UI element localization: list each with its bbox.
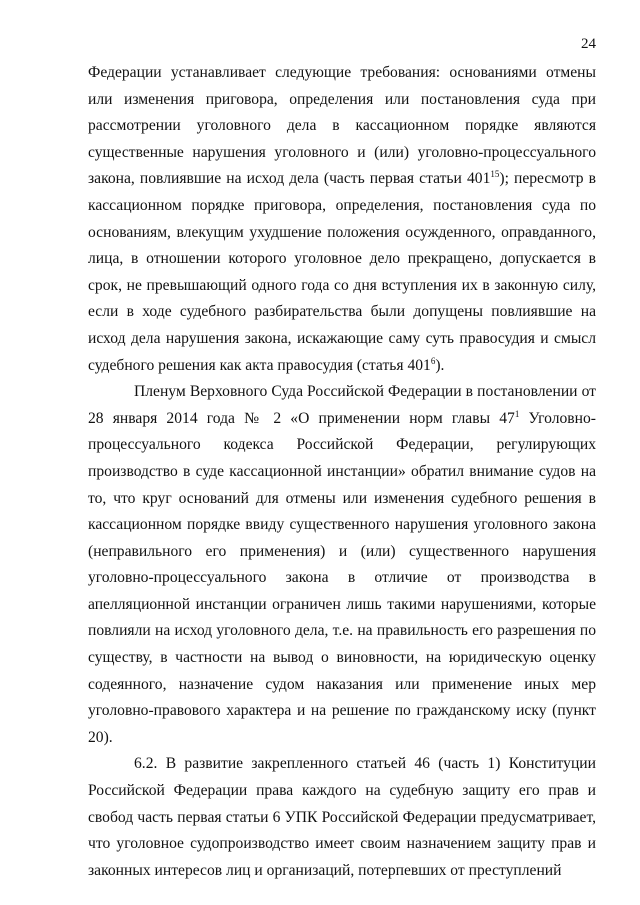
paragraph — [88, 60, 596, 379]
paragraph-text: ); пересмотр в кассационном порядке приговора, определения, постановления суда по основаниям, влекущим ухудшение положения осужденного, оправданного, лица, в отношении которого уголовное дело прекращено, допускается в срок, не превышающий одного года со дня вступления их в законную силу, если в ходе судебного разбирательства были допущены повлиявшие на исход дела нарушения закона, искажающие саму суть правосудия и смысл судебного решения как акта правосудия (статья 401 — [88, 170, 596, 374]
paragraph — [88, 751, 596, 884]
paragraph-text: 6.2. В развитие закрепленного статьей 46 (часть 1) Конституции Российской Федерации права каждого на судебную защиту его прав и свобод часть первая статьи 6 УПК Российской Федерации предусматривает, что уголовное судопроизводство имеет своим назначением защиту прав и законных интересов лиц и организаций, потерпевших от преступлений — [88, 755, 596, 879]
paragraph — [88, 379, 596, 751]
footnote-reference: 15 — [490, 169, 500, 180]
paragraph-text: ). — [435, 356, 445, 374]
body-text — [88, 60, 596, 884]
page-number: 24 — [581, 36, 596, 52]
footnote-reference: 6 — [430, 355, 436, 366]
footnote-reference: 1 — [514, 408, 520, 419]
paragraph-text: Уголовно-процессуального кодекса Российской Федерации, регулирующих производство в суде кассационной инстанции» обратил внимание судов на то, что круг оснований для отмены или изменения судебного решения в кассационном порядке ввиду существенного нарушения уголовного закона (неправильного его применения) и (или) существенного нарушения уголовно-процессуального закона в отличие от производства в апелляционной инстанции ограничен лишь такими нарушениями, которые повлияли на исход уголовного дела, т.е. на правильность его разрешения по существу, в частности на вывод о виновности, на юридическую оценку содеянного, назначение судом наказания или применение иных мер уголовно-правового характера и на решение по гражданскому иску (пункт 20). — [88, 409, 596, 746]
paragraph-text: Пленум Верховного Суда Российской Федерации в постановлении от 28 января 2014 года № 2 «О применении норм главы 47 — [88, 383, 596, 427]
paragraph-text: Федерации устанавливает следующие требования: основаниями отмены или изменения приговора, определения или постановления суда при рассмотрении уголовного дела в кассационном порядке являются существенные нарушения уголовного и (или) уголовно-процессуального закона, повлиявшие на исход дела (часть первая статьи 401 — [88, 64, 596, 188]
